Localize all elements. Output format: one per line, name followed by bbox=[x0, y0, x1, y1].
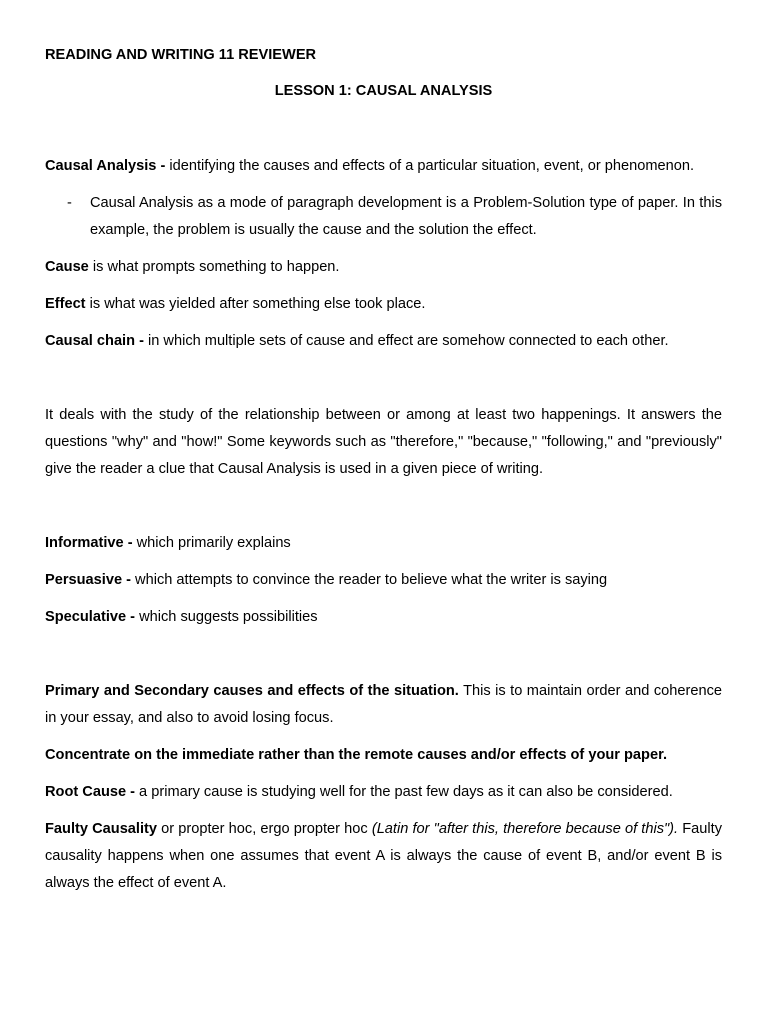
faulty-causality-paragraph bbox=[45, 816, 722, 897]
faulty-causality-middle: or propter hoc, ergo propter hoc bbox=[157, 821, 372, 837]
persuasive-term: Persuasive - bbox=[45, 572, 131, 588]
speculative-text: which suggests possibilities bbox=[135, 609, 318, 625]
faulty-causality-latin: (Latin for "after this, therefore because of this"). bbox=[371, 821, 679, 837]
deals-paragraph: It deals with the study of the relationship between or among at least two happenings. It answers the questions "why" and "how!" Some keywords such as "therefore," "because," "following," and "previously" give the reader a clue that Causal Analysis is used in a given piece of writing. bbox=[45, 407, 722, 477]
root-cause-definition bbox=[45, 779, 722, 806]
faulty-causality-text: Faulty causality happens when one assumes that event A is always the cause of event B, and/or event B is always the effect of event A. bbox=[45, 821, 722, 891]
causal-analysis-term: Causal Analysis - bbox=[45, 158, 166, 174]
root-cause-term: Root Cause - bbox=[45, 784, 135, 800]
informative-term: Informative - bbox=[45, 535, 133, 551]
root-cause-text: a primary cause is studying well for the past few days as it can also be considered. bbox=[135, 784, 673, 800]
concentrate-statement bbox=[45, 742, 722, 769]
bullet-text: Causal Analysis as a mode of paragraph development is a Problem-Solution type of paper. In this example, the problem is usually the cause and the solution the effect. bbox=[90, 195, 722, 238]
cause-text: is what prompts something to happen. bbox=[88, 259, 340, 275]
speculative-definition bbox=[45, 604, 722, 631]
causal-chain-text: in which multiple sets of cause and effect are somehow connected to each other. bbox=[143, 333, 669, 349]
speculative-term: Speculative - bbox=[45, 609, 136, 625]
faulty-causality-term: Faulty Causality bbox=[45, 821, 158, 837]
effect-text: is what was yielded after something else took place. bbox=[85, 296, 426, 312]
causal-chain-definition bbox=[45, 328, 722, 355]
causal-analysis-text: identifying the causes and effects of a particular situation, event, or phenomenon. bbox=[165, 158, 695, 174]
primary-secondary-paragraph bbox=[45, 678, 722, 732]
effect-definition bbox=[45, 291, 722, 318]
informative-text: which primarily explains bbox=[132, 535, 291, 551]
lesson-title-text: LESSON 1: CAUSAL ANALYSIS bbox=[274, 83, 493, 99]
persuasive-definition bbox=[45, 567, 722, 594]
primary-secondary-term: Primary and Secondary causes and effects of the situation. bbox=[45, 683, 459, 699]
concentrate-text: Concentrate on the immediate rather than the remote causes and/or effects of your paper. bbox=[45, 747, 668, 763]
effect-term: Effect bbox=[45, 296, 86, 312]
causal-chain-term: Causal chain - bbox=[45, 333, 144, 349]
lesson-title bbox=[45, 78, 722, 105]
causal-analysis-definition bbox=[45, 153, 722, 180]
persuasive-text: which attempts to convince the reader to believe what the writer is saying bbox=[131, 572, 608, 588]
document-title bbox=[45, 42, 722, 69]
primary-secondary-text: This is to maintain order and coherence in your essay, and also to avoid losing focus. bbox=[45, 683, 722, 726]
informative-definition bbox=[45, 530, 722, 557]
document-title-text: READING AND WRITING 11 REVIEWER bbox=[45, 47, 317, 63]
cause-term: Cause bbox=[45, 259, 89, 275]
bullet-dash: - bbox=[67, 195, 72, 211]
cause-definition bbox=[45, 254, 722, 281]
